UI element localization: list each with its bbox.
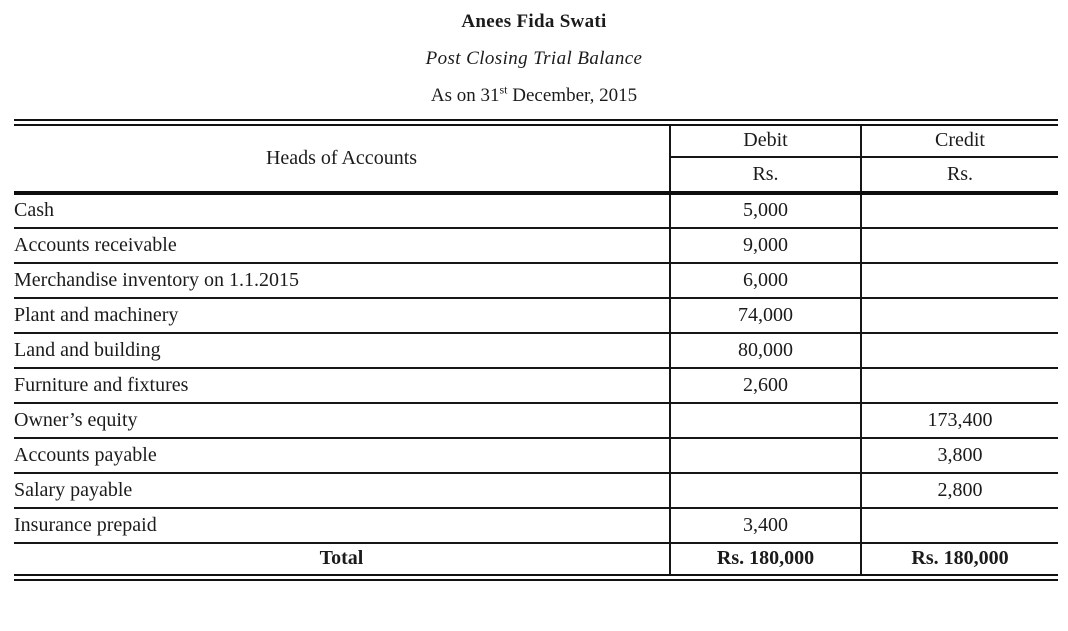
column-header-accounts: Heads of Accounts: [14, 123, 670, 193]
debit-amount: [670, 438, 861, 473]
debit-amount: 74,000: [670, 298, 861, 333]
credit-amount: [861, 508, 1058, 543]
total-row: [14, 543, 1058, 578]
trial-balance-table: [14, 119, 1058, 581]
table-row: [14, 228, 1058, 263]
debit-amount: 5,000: [670, 193, 861, 228]
table-header-row-1: [14, 123, 1058, 157]
table-row: [14, 333, 1058, 368]
column-subheader-credit-currency: Rs.: [861, 157, 1058, 193]
debit-amount: 3,400: [670, 508, 861, 543]
debit-amount: 6,000: [670, 263, 861, 298]
column-header-credit: Credit: [861, 123, 1058, 157]
credit-amount: 173,400: [861, 403, 1058, 438]
account-name: Accounts receivable: [14, 228, 670, 263]
table-row: [14, 403, 1058, 438]
debit-amount: 2,600: [670, 368, 861, 403]
table-row: [14, 193, 1058, 228]
account-name: Plant and machinery: [14, 298, 670, 333]
account-name: Accounts payable: [14, 438, 670, 473]
debit-amount: 80,000: [670, 333, 861, 368]
table-row: [14, 368, 1058, 403]
document-title: Post Closing Trial Balance: [425, 48, 643, 69]
credit-amount: 2,800: [861, 473, 1058, 508]
account-name: Furniture and fixtures: [14, 368, 670, 403]
total-debit-amount: Rs. 180,000: [670, 543, 861, 578]
credit-amount: [861, 228, 1058, 263]
account-name: Cash: [14, 193, 670, 228]
debit-amount: 9,000: [670, 228, 861, 263]
account-name: Merchandise inventory on 1.1.2015: [14, 263, 670, 298]
table-row: [14, 298, 1058, 333]
date-suffix: December, 2015: [507, 85, 638, 106]
account-name: Insurance prepaid: [14, 508, 670, 543]
document-header: [0, 0, 1068, 106]
company-name: Anees Fida Swati: [461, 11, 607, 32]
credit-amount: [861, 368, 1058, 403]
credit-amount: [861, 333, 1058, 368]
debit-amount: [670, 473, 861, 508]
table-row: [14, 508, 1058, 543]
total-credit-amount: Rs. 180,000: [861, 543, 1058, 578]
credit-amount: [861, 263, 1058, 298]
document-date: [0, 82, 1068, 106]
account-name: Land and building: [14, 333, 670, 368]
table-row: [14, 438, 1058, 473]
table-row: [14, 473, 1058, 508]
credit-amount: [861, 193, 1058, 228]
debit-amount: [670, 403, 861, 438]
credit-amount: 3,800: [861, 438, 1058, 473]
column-header-debit: Debit: [670, 123, 861, 157]
date-prefix: As on 31: [430, 85, 500, 106]
credit-amount: [861, 298, 1058, 333]
column-subheader-debit-currency: Rs.: [670, 157, 861, 193]
account-name: Owner’s equity: [14, 403, 670, 438]
table-row: [14, 263, 1058, 298]
date-ordinal-superscript: st: [499, 82, 508, 97]
total-label: Total: [14, 543, 670, 578]
account-name: Salary payable: [14, 473, 670, 508]
